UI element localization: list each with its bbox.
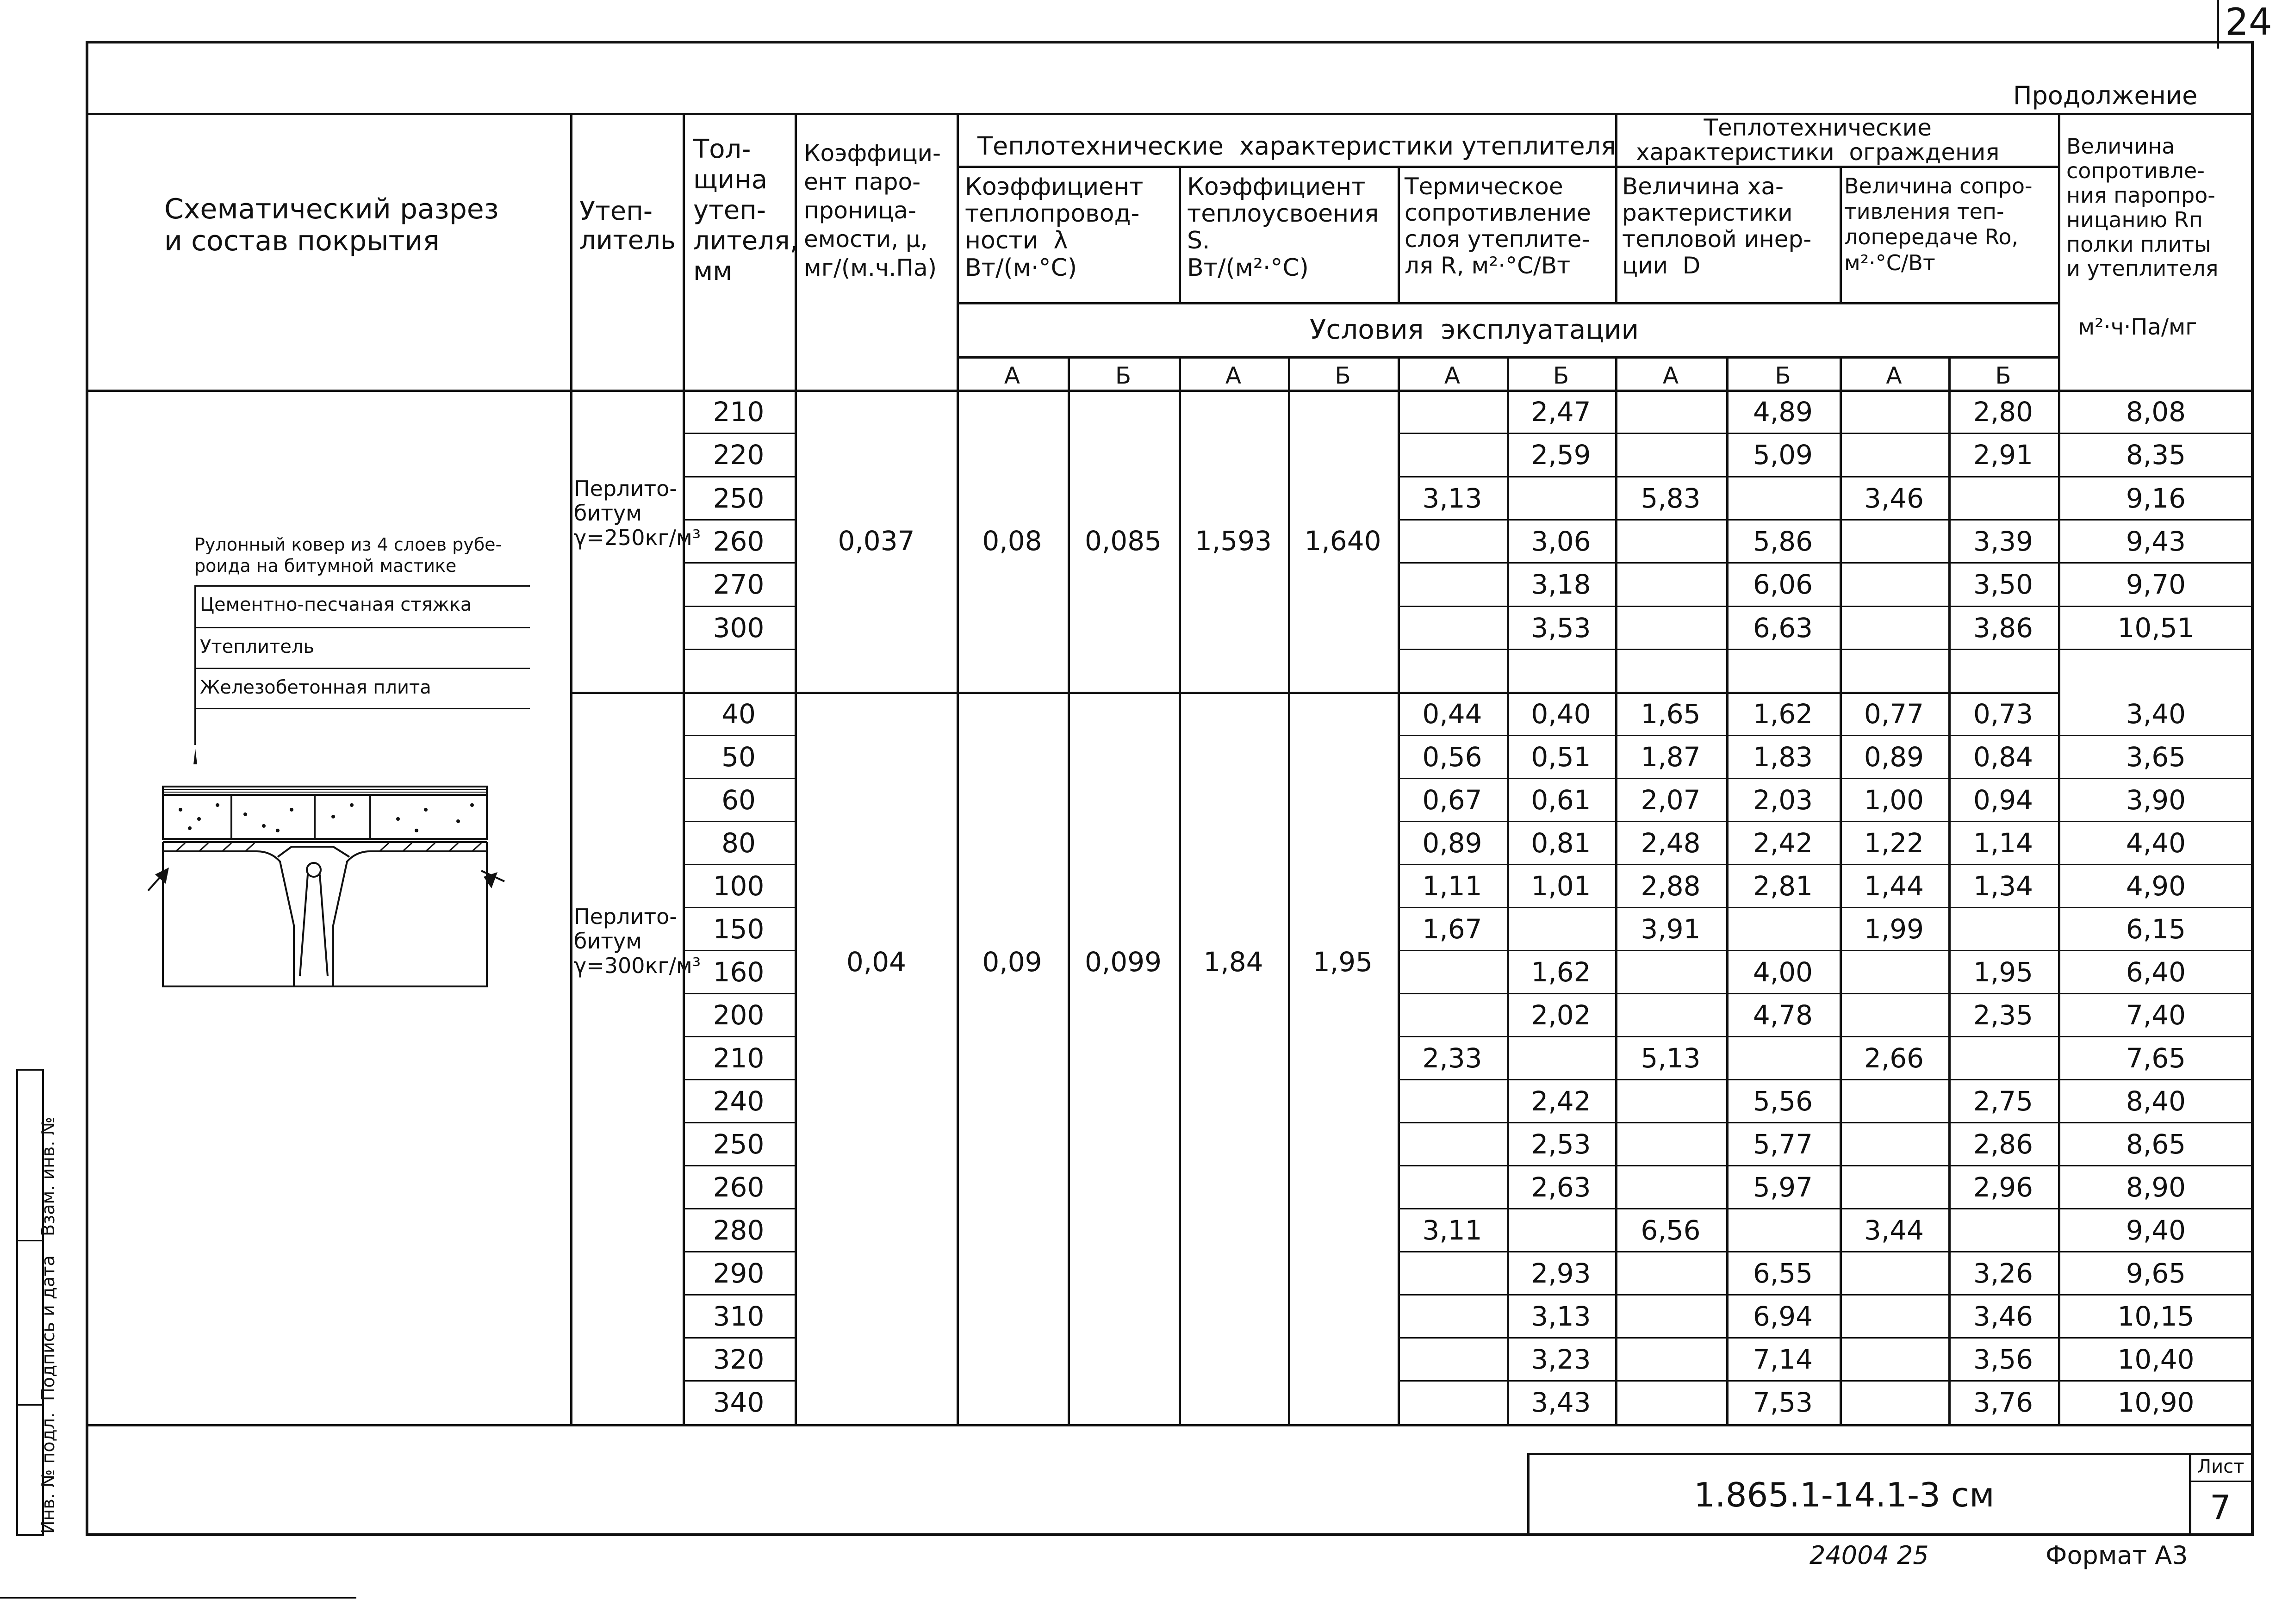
- row-line: [1398, 778, 2254, 779]
- sheet-number: 7: [2210, 1488, 2231, 1527]
- cell-r-b: 0,61: [1531, 784, 1591, 816]
- margin-field-replacement: Взам. инв. №: [38, 1116, 58, 1236]
- cell-d-a: 1,87: [1641, 741, 1701, 773]
- cell-d-b: 6,55: [1753, 1258, 1813, 1289]
- cell-r-b: 3,23: [1531, 1344, 1591, 1375]
- cell-d-b: 5,97: [1753, 1172, 1813, 1203]
- cell-thickness: 60: [721, 784, 756, 816]
- cell-ro-b: 2,80: [1973, 396, 2033, 428]
- cell-resistance: 8,40: [2126, 1085, 2186, 1117]
- cell-thickness: 320: [713, 1344, 765, 1375]
- cell-r-a: 2,33: [1422, 1042, 1482, 1074]
- row-line: [683, 735, 795, 736]
- layer-line-4: [194, 708, 530, 709]
- cell-ro-a: 0,89: [1864, 741, 1924, 773]
- row-line: [1398, 993, 2254, 994]
- cell-d-b: 5,86: [1753, 526, 1813, 557]
- s-a-group-2: 1,84: [1203, 946, 1263, 978]
- cell-ro-a: 3,44: [1864, 1215, 1924, 1246]
- condition-label-b: Б: [1553, 362, 1569, 389]
- cell-r-a: 0,67: [1422, 784, 1482, 816]
- cell-resistance: 8,90: [2126, 1172, 2186, 1203]
- layer-line-2: [194, 627, 530, 628]
- cell-thickness: 250: [713, 483, 765, 514]
- header-thickness: Тол- щина утеп- лителя, мм: [693, 134, 798, 287]
- row-line: [1398, 1251, 2254, 1252]
- cell-r-b: 3,13: [1531, 1301, 1591, 1332]
- header-enclosure-group: Теплотехнические характеристики ограждения: [1636, 114, 2000, 166]
- cell-d-a: 5,83: [1641, 483, 1701, 514]
- cell-thickness: 240: [713, 1085, 765, 1117]
- row-line: [683, 1208, 795, 1209]
- row-line: [1398, 1165, 2254, 1166]
- cell-thickness: 280: [713, 1215, 765, 1246]
- header-bottom-line: [86, 390, 2254, 392]
- row-line: [683, 778, 795, 779]
- margin-field-signature: Подпись и дата: [38, 1255, 58, 1401]
- layer-slab-label: Железобетонная плита: [200, 677, 431, 698]
- mu-group-1: 0,037: [838, 525, 915, 557]
- cell-ro-b: 0,73: [1973, 698, 2033, 730]
- layer-line-1: [194, 585, 530, 587]
- condition-label-a: А: [1444, 362, 1461, 389]
- cell-d-a: 2,88: [1641, 870, 1701, 902]
- cell-d-b: 2,03: [1753, 784, 1813, 816]
- cell-resistance: 10,40: [2117, 1344, 2195, 1375]
- row-line: [1398, 821, 2254, 822]
- cell-d-b: 1,83: [1753, 741, 1813, 773]
- cell-ro-b: 3,26: [1973, 1258, 2033, 1289]
- lambda-a-group-2: 0,09: [982, 946, 1042, 978]
- cell-resistance: 6,15: [2126, 913, 2186, 945]
- cell-r-b: 3,43: [1531, 1387, 1591, 1418]
- cell-thickness: 340: [713, 1387, 765, 1418]
- bottom-trim-line: [0, 1597, 356, 1599]
- cell-thickness: 210: [713, 1042, 765, 1074]
- row-line: [1398, 433, 2254, 434]
- cell-r-b: 3,53: [1531, 612, 1591, 644]
- row-line: [683, 1424, 795, 1426]
- cell-thickness: 250: [713, 1128, 765, 1160]
- cell-r-b: 2,47: [1531, 396, 1591, 428]
- condition-label-a: А: [1662, 362, 1679, 389]
- cell-d-a: 2,48: [1641, 827, 1701, 859]
- row-line: [1398, 1337, 2254, 1339]
- group-header-bottom: [957, 166, 2058, 168]
- roof-section-drawing: [139, 736, 546, 995]
- margin-divider-1: [16, 1240, 44, 1241]
- cell-r-b: 0,51: [1531, 741, 1591, 773]
- row-line: [1398, 1424, 2254, 1426]
- cell-r-b: 2,59: [1531, 439, 1591, 471]
- stamp-sheet-line: [2189, 1481, 2254, 1482]
- row-line: [683, 864, 795, 865]
- row-line: [1398, 1208, 2254, 1209]
- cell-d-b: 7,14: [1753, 1344, 1813, 1375]
- cell-r-b: 3,06: [1531, 526, 1591, 557]
- cell-r-b: 2,63: [1531, 1172, 1591, 1203]
- s-a-group-1: 1,593: [1194, 525, 1272, 557]
- row-line: [1398, 1380, 2254, 1382]
- cell-d-b: 5,09: [1753, 439, 1813, 471]
- cell-d-b: 6,94: [1753, 1301, 1813, 1332]
- cell-resistance: 3,40: [2126, 698, 2186, 730]
- col-line-1: [570, 113, 572, 1424]
- row-line: [683, 993, 795, 994]
- cell-thickness: 220: [713, 439, 765, 471]
- cell-r-a: 0,44: [1422, 698, 1482, 730]
- callout-leader: [194, 585, 196, 745]
- cell-d-a: 6,56: [1641, 1215, 1701, 1246]
- condition-label-a: А: [1225, 362, 1242, 389]
- row-line: [683, 1122, 795, 1123]
- cell-resistance: 10,90: [2117, 1387, 2195, 1418]
- cell-resistance: 4,90: [2126, 870, 2186, 902]
- cell-resistance: 8,35: [2126, 439, 2186, 471]
- cell-resistance: 6,40: [2126, 956, 2186, 988]
- row-line: [1398, 649, 2254, 650]
- row-line: [1398, 562, 2254, 564]
- row-line: [1398, 1122, 2254, 1123]
- cell-d-b: 4,89: [1753, 396, 1813, 428]
- cell-d-b: 6,63: [1753, 612, 1813, 644]
- cell-resistance: 7,65: [2126, 1042, 2186, 1074]
- cell-d-a: 2,07: [1641, 784, 1701, 816]
- row-line: [683, 1337, 795, 1339]
- cell-resistance: 7,40: [2126, 999, 2186, 1031]
- row-line: [683, 1079, 795, 1080]
- row-line: [683, 1294, 795, 1295]
- cell-thickness: 260: [713, 526, 765, 557]
- cell-d-b: 1,62: [1753, 698, 1813, 730]
- cell-ro-a: 1,44: [1864, 870, 1924, 902]
- cell-ro-b: 2,35: [1973, 999, 2033, 1031]
- header-ro: Величина сопро- тивления теп- лопередаче Ro, м²·°С/Вт: [1844, 174, 2033, 275]
- condition-label-a: А: [1886, 362, 1902, 389]
- cell-ro-b: 2,75: [1973, 1085, 2033, 1117]
- insulation-group-2: Перлито- битум γ=300кг/м³: [574, 904, 701, 978]
- col-line-r-top: [1398, 166, 1400, 304]
- condition-label-a: А: [1004, 362, 1020, 389]
- document-code: 1.865.1-14.1-3 см: [1694, 1475, 1995, 1514]
- cell-thickness: 310: [713, 1301, 765, 1332]
- row-line: [683, 1036, 795, 1037]
- cell-ro-b: 2,91: [1973, 439, 2033, 471]
- cell-ro-b: 1,14: [1973, 827, 2033, 859]
- col-line-s-b: [1288, 356, 1290, 1424]
- header-s: Коэффициент теплоусвоения S. Вт/(м²·°С): [1187, 173, 1379, 282]
- condition-label-b: Б: [1995, 362, 2011, 389]
- cell-r-a: 1,11: [1422, 870, 1482, 902]
- cell-thickness: 50: [721, 741, 756, 773]
- header-conditions: Условия эксплуатации: [1310, 314, 1639, 345]
- cell-thickness: 210: [713, 396, 765, 428]
- row-line: [1398, 735, 2254, 736]
- row-line: [683, 1380, 795, 1382]
- cell-resistance: 8,65: [2126, 1128, 2186, 1160]
- cell-r-a: 0,89: [1422, 827, 1482, 859]
- cell-resistance: 9,65: [2126, 1258, 2186, 1289]
- s-b-group-2: 1,95: [1312, 946, 1373, 978]
- layer-roofing-label: Рулонный ковер из 4 слоев рубе- роида на битумной мастике: [194, 534, 502, 576]
- condition-label-b: Б: [1335, 362, 1351, 389]
- cell-ro-a: 1,99: [1864, 913, 1924, 945]
- group-separator-right: [957, 692, 2058, 694]
- header-lambda: Коэффициент теплопровод- ности λ Вт/(м·°С): [965, 173, 1144, 282]
- cell-d-b: 5,77: [1753, 1128, 1813, 1160]
- header-r-layer: Термическое сопротивление слоя утеплите- ля R, м²·°С/Вт: [1405, 173, 1591, 279]
- margin-field-inv-orig: Инв. № подл.: [38, 1412, 58, 1534]
- col-line-ro-top: [1840, 166, 1842, 304]
- cell-resistance: 3,90: [2126, 784, 2186, 816]
- insulation-group-1: Перлито- битум γ=250кг/м³: [574, 476, 701, 550]
- row-line: [1398, 1036, 2254, 1037]
- group-separator-left: [570, 692, 957, 694]
- cell-ro-a: 2,66: [1864, 1042, 1924, 1074]
- cell-ro-b: 3,39: [1973, 526, 2033, 557]
- row-line: [1398, 1079, 2254, 1080]
- cell-resistance: 9,40: [2126, 1215, 2186, 1246]
- cell-d-b: 5,56: [1753, 1085, 1813, 1117]
- cell-r-b: 2,42: [1531, 1085, 1591, 1117]
- cell-r-b: 2,93: [1531, 1258, 1591, 1289]
- cell-r-a: 0,56: [1422, 741, 1482, 773]
- cell-ro-b: 0,84: [1973, 741, 2033, 773]
- cell-ro-a: 3,46: [1864, 483, 1924, 514]
- cell-d-b: 6,06: [1753, 569, 1813, 600]
- cell-d-a: 5,13: [1641, 1042, 1701, 1074]
- cell-ro-b: 3,86: [1973, 612, 2033, 644]
- row-line: [683, 821, 795, 822]
- format-label: Формат А3: [2046, 1541, 2188, 1570]
- col-line-s-a: [1179, 356, 1181, 1424]
- cell-ro-b: 2,86: [1973, 1128, 2033, 1160]
- cell-resistance: 9,43: [2126, 526, 2186, 557]
- lambda-b-group-2: 0,099: [1084, 946, 1162, 978]
- cell-ro-b: 0,94: [1973, 784, 2033, 816]
- header-scheme: Схематический разрез и состав покрытия: [164, 193, 499, 257]
- row-line: [1398, 519, 2254, 521]
- cell-d-a: 1,65: [1641, 698, 1701, 730]
- row-line: [683, 1165, 795, 1166]
- page-number: 24: [2225, 0, 2272, 43]
- header-resistance-unit: м²·ч·Па/мг: [2078, 314, 2197, 340]
- cell-ro-b: 3,56: [1973, 1344, 2033, 1375]
- cell-thickness: 290: [713, 1258, 765, 1289]
- cell-resistance: 8,08: [2126, 396, 2186, 428]
- cell-thickness: 160: [713, 956, 765, 988]
- continuation-label: Продолжение: [2013, 81, 2198, 110]
- row-line: [683, 649, 795, 650]
- cell-d-b: 2,81: [1753, 870, 1813, 902]
- cell-thickness: 260: [713, 1172, 765, 1203]
- cell-resistance: 9,70: [2126, 569, 2186, 600]
- cell-r-a: 1,67: [1422, 913, 1482, 945]
- stamp-sheet-divider: [2189, 1453, 2191, 1536]
- cell-thickness: 200: [713, 999, 765, 1031]
- margin-divider-2: [16, 1404, 44, 1406]
- subheader-bottom: [957, 302, 2058, 304]
- header-vapor-coeff: Коэффици- ент паро- проница- емости, μ, мг/(м.ч.Па): [804, 140, 941, 281]
- footer-number: 24004 25: [1809, 1541, 1929, 1570]
- layer-screed-label: Цементно-песчаная стяжка: [200, 594, 472, 615]
- row-line: [683, 562, 795, 564]
- cell-d-b: 4,00: [1753, 956, 1813, 988]
- layer-line-3: [194, 668, 530, 669]
- condition-label-b: Б: [1115, 362, 1132, 389]
- col-line-lambda-b: [1068, 356, 1070, 1424]
- cell-thickness: 150: [713, 913, 765, 945]
- s-b-group-1: 1,640: [1304, 525, 1381, 557]
- cell-ro-b: 3,46: [1973, 1301, 2033, 1332]
- header-insulation: Утеп- литель: [579, 196, 676, 256]
- row-line: [1398, 950, 2254, 951]
- cell-ro-b: 3,76: [1973, 1387, 2033, 1418]
- cell-thickness: 100: [713, 870, 765, 902]
- header-thermal-group: Теплотехнические характеристики утеплителя: [977, 131, 1616, 161]
- lambda-b-group-1: 0,085: [1084, 525, 1162, 557]
- cell-r-b: 0,81: [1531, 827, 1591, 859]
- cell-r-b: 2,53: [1531, 1128, 1591, 1160]
- cell-thickness: 80: [721, 827, 756, 859]
- cell-r-b: 2,02: [1531, 999, 1591, 1031]
- cell-ro-b: 1,34: [1973, 870, 2033, 902]
- cell-r-b: 1,01: [1531, 870, 1591, 902]
- cell-thickness: 300: [713, 612, 765, 644]
- cell-ro-b: 3,50: [1973, 569, 2033, 600]
- header-d: Величина ха- рактеристики тепловой инер- ции D: [1622, 173, 1812, 279]
- cell-ro-a: 1,00: [1864, 784, 1924, 816]
- cell-d-b: 2,42: [1753, 827, 1813, 859]
- cell-ro-a: 0,77: [1864, 698, 1924, 730]
- cell-r-b: 3,18: [1531, 569, 1591, 600]
- row-line: [1398, 1294, 2254, 1295]
- col-line-s-top: [1179, 166, 1181, 304]
- layer-insulation-label: Утеплитель: [200, 636, 315, 657]
- cell-resistance: 10,15: [2117, 1301, 2195, 1332]
- row-line: [683, 606, 795, 607]
- sheet-label: Лист: [2197, 1456, 2245, 1477]
- cell-r-a: 3,13: [1422, 483, 1482, 514]
- cell-thickness: 270: [713, 569, 765, 600]
- cell-d-b: 7,53: [1753, 1387, 1813, 1418]
- row-line: [1398, 476, 2254, 477]
- cell-ro-b: 1,95: [1973, 956, 2033, 988]
- cell-d-b: 4,78: [1753, 999, 1813, 1031]
- col-line-3: [795, 113, 797, 1424]
- row-line: [683, 433, 795, 434]
- row-line: [1398, 864, 2254, 865]
- cell-r-b: 0,40: [1531, 698, 1591, 730]
- cell-thickness: 40: [721, 698, 756, 730]
- row-line: [1398, 907, 2254, 908]
- cell-r-a: 3,11: [1422, 1215, 1482, 1246]
- cell-resistance: 3,65: [2126, 741, 2186, 773]
- col-line-4: [957, 113, 959, 1424]
- lambda-a-group-1: 0,08: [982, 525, 1042, 557]
- cell-resistance: 9,16: [2126, 483, 2186, 514]
- cell-resistance: 4,40: [2126, 827, 2186, 859]
- cell-ro-a: 1,22: [1864, 827, 1924, 859]
- cell-resistance: 10,51: [2117, 612, 2195, 644]
- cell-d-a: 3,91: [1641, 913, 1701, 945]
- row-line: [1398, 606, 2254, 607]
- header-resistance: Величина сопротивле- ния паропро- ницанию Rп полки плиты и утеплителя: [2066, 134, 2219, 281]
- row-line: [683, 1251, 795, 1252]
- cell-ro-b: 2,96: [1973, 1172, 2033, 1203]
- mu-group-2: 0,04: [846, 946, 907, 978]
- cell-r-b: 1,62: [1531, 956, 1591, 988]
- condition-label-b: Б: [1775, 362, 1791, 389]
